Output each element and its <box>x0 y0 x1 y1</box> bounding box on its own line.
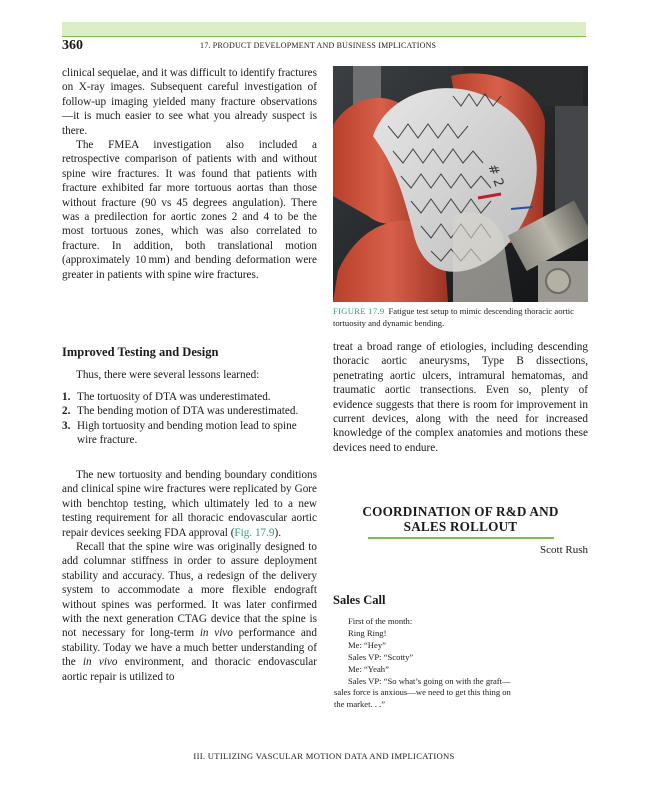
list-item: 3. High tortuosity and bending motion lead to spine wire fracture. <box>62 419 297 447</box>
dialog-line: Ring Ring! <box>348 627 387 638</box>
left-column-top <box>62 66 317 282</box>
hex-nut <box>546 269 570 293</box>
lessons-intro: Thus, there were several lessons learned: <box>76 369 260 381</box>
figure-photo <box>333 66 588 302</box>
page-footer: III. UTILIZING VASCULAR MOTION DATA AND IMPLICATIONS <box>193 751 455 761</box>
section-heading-improved-testing: Improved Testing and Design <box>62 345 219 359</box>
figure-caption <box>333 306 588 329</box>
paragraph: The new tortuosity and bending boundary conditions and clinical spine wire fractures were replicated by Gore with benchtop testing, which ultimately led to a new testing requirement for all thoracic endovascular aortic repair devices seeking FDA approval (Fig. 17.9). <box>62 469 317 539</box>
right-column-paragraph: treat a broad range of etiologies, including descending thoracic aortic aneurysms, Type B dissections, penetrating aortic ulcers, intramural hematomas, and traumatic aortic transections. Even so, plenty of evidence suggests that there is room for improvement in current devices, along with the need for increased knowledge of the complex anatomies and motions these devices need to endure. <box>333 341 588 454</box>
page-number: 360 <box>62 38 83 53</box>
header-rule <box>62 36 586 37</box>
heading-rule <box>368 537 554 539</box>
paragraph: clinical sequelae, and it was difficult to identify fractures on X-ray images. Subsequent careful investigation of follow-up imaging yielded many fracture observations—it is much easier to see what you already suspect is there. <box>62 67 317 137</box>
dialog-line: Me: “Yeah” <box>348 663 389 674</box>
figure-label: FIGURE 17.9 <box>333 306 385 316</box>
author-name: Scott Rush <box>540 544 588 556</box>
left-column-bottom <box>62 468 317 684</box>
dialog-line: sales force is anxious—we need to get this thing on <box>334 687 511 698</box>
dialog-line: the market. . .” <box>334 699 386 710</box>
sales-dialog <box>334 616 588 711</box>
dialog-line: Sales VP: “So what’s going on with the graft— <box>348 675 511 686</box>
figure-caption-text: Fatigue test setup to mimic descending thoracic aortic tortuosity and dynamic bending. <box>333 306 574 328</box>
list-item: 2. The bending motion of DTA was underestimated. <box>62 405 299 418</box>
section-heading-coordination: COORDINATION OF R&D AND SALES ROLLOUT <box>362 504 559 534</box>
header-band <box>62 22 586 36</box>
paragraph: The FMEA investigation also included a retrospective comparison of patients with and without spine wire fractures. It was found that patients with fracture exhibited far more tortuous aortas than those without fracture (90 vs 45 degrees angulation). There was a predilection for aortic zones 2 and 4 to be the most tortuous zones, which was also correlated to fracture. In addition, both translational motion (approximately 10 mm) and bending deformation were greater in patients with spine wire fractures. <box>62 139 317 281</box>
section-heading-sales-call: Sales Call <box>333 593 386 607</box>
paragraph: Recall that the spine wire was originally designed to add columnar stiffness in order to assure deployment stability and accuracy. Thus, a redesign of the delivery system to accommodate a more flexible endograft without spines was performed. It was later confirmed with the next generation CTAG device that the spine is not necessary for long-term in vivo performance and stability. Today we have a much better understanding of the in vivo environment, and thoracic endovascular aortic repair is utilized to <box>62 541 317 683</box>
dialog-line: Me: “Hey” <box>348 639 386 650</box>
lessons-list <box>62 390 317 448</box>
photo-marking: # 2 <box>484 162 507 190</box>
running-head: 17. PRODUCT DEVELOPMENT AND BUSINESS IMPLICATIONS <box>200 41 437 50</box>
figure-link[interactable]: Fig. 17.9 <box>234 526 275 539</box>
dialog-line: Sales VP: “Scotty” <box>348 651 414 662</box>
fatigue-test-photo <box>333 66 588 302</box>
dialog-line: First of the month: <box>348 616 413 626</box>
list-item: 1. The tortuosity of DTA was underestimated. <box>62 391 271 403</box>
